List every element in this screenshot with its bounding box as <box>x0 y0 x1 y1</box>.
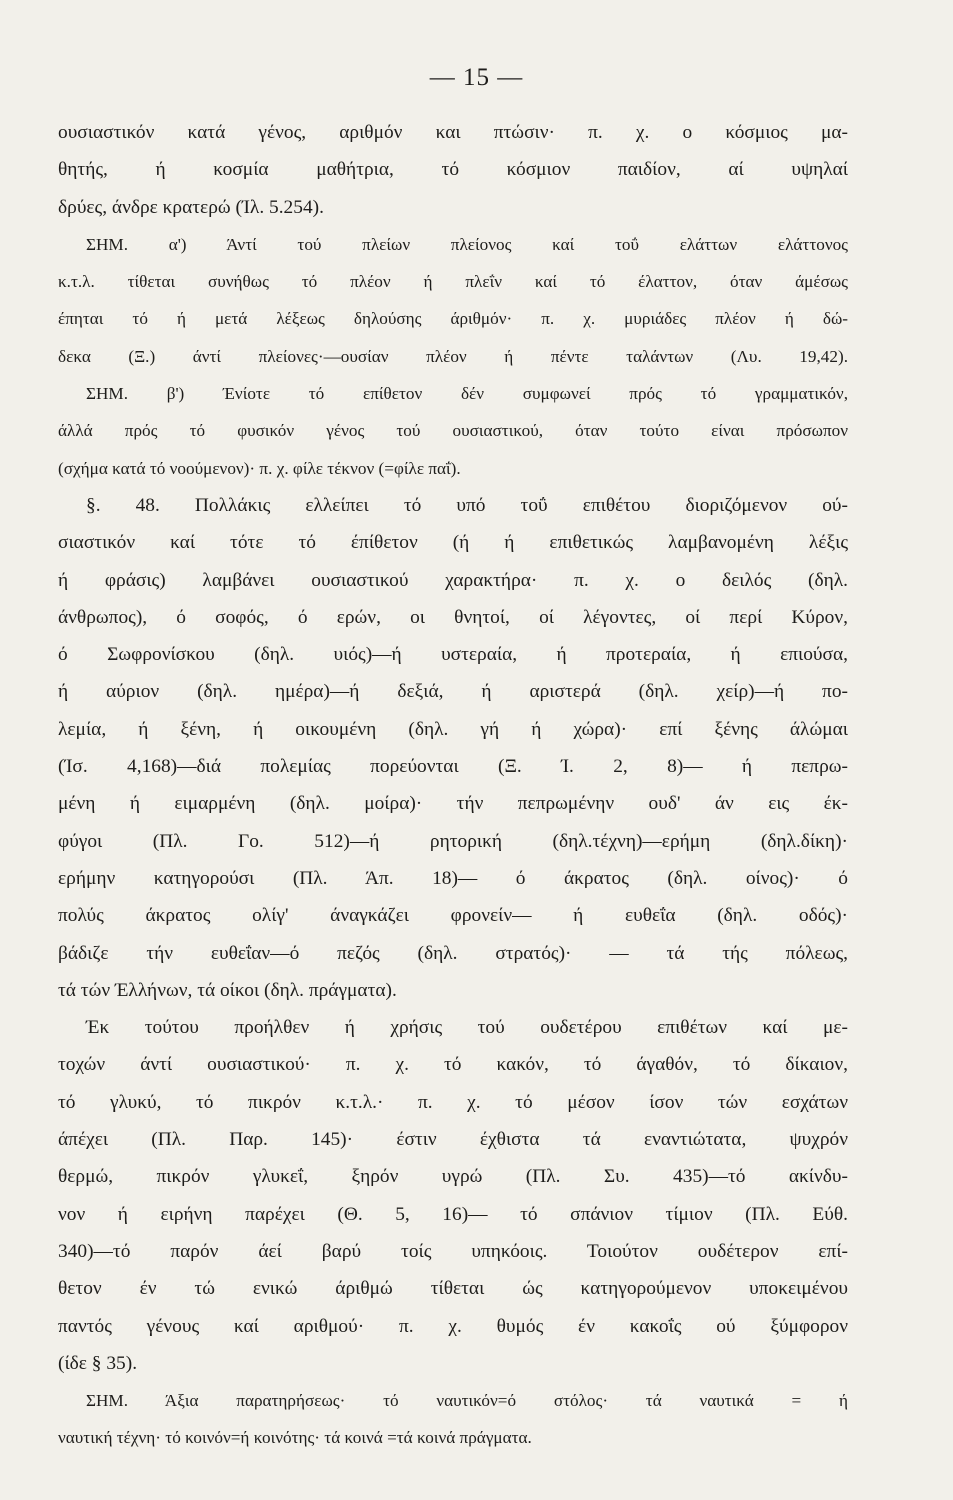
text-line: (ίδε § 35). <box>58 1352 138 1374</box>
text-line: άλλά πρός τό φυσικόν γένος τού ουσιαστικού, όταν τούτο είναι πρόσωπον <box>58 421 848 441</box>
text-line: ΣΗΜ. α') Άντί τού πλείων πλείονος καί τοΰ ελάττων ελάττονος <box>86 234 848 254</box>
text-line: δρύες, άνδρε κρατερώ (Ίλ. 5.254). <box>58 196 324 218</box>
page-number: — 15 — <box>429 64 524 91</box>
text-line: κ.τ.λ. τίθεται συνήθως τό πλέον ή πλεΐν καί τό έλαττον, όταν άμέσως <box>58 272 848 292</box>
text-line: ερήμην κατηγορούσι (Πλ. Άπ. 18)— ό άκρατος (δηλ. οίνος)· ό <box>58 867 848 889</box>
text-line: λεμία, ή ξένη, ή οικουμένη (δηλ. γή ή χώρα)· επί ξένης άλώμαι <box>58 718 848 740</box>
text-line: ή φράσις) λαμβάνει ουσιαστικού χαρακτήρα· π. χ. ο δειλός (δηλ. <box>58 569 848 591</box>
text-line: §. 48. Πολλάκις ελλείπει τό υπό τοΰ επιθέτου διοριζόμενον ού- <box>86 494 848 516</box>
text-line: παντός γένους καί αριθμού· π. χ. θυμός έν κακοΐς ού ξύμφορον <box>58 1315 848 1337</box>
text-line: μένη ή ειμαρμένη (δηλ. μοίρα)· τήν πεπρωμένην ουδ' άν εις έκ- <box>58 793 848 815</box>
text-line: τοχών άντί ουσιαστικού· π. χ. τό κακόν, τό άγαθόν, τό δίκαιον, <box>58 1054 848 1076</box>
text-line: δεκα (Ξ.) άντί πλείονες·—ουσίαν πλέον ή πέντε ταλάντων (Λυ. 19,42). <box>58 346 848 366</box>
text-line: ό Σωφρονίσκου (δηλ. υιός)—ή υστεραία, ή προτεραία, ή επιούσα, <box>58 644 848 666</box>
text-line: ΣΗΜ. Άξια παρατηρήσεως· τό ναυτικόν=ό στόλος· τά ναυτικά = ή <box>86 1391 848 1411</box>
text-line: θερμώ, πικρόν γλυκεΐ, ξηρόν υγρώ (Πλ. Συ. 435)—τό ακίνδυ- <box>58 1166 848 1188</box>
text-line: θητής, ή κοσμία μαθήτρια, τό κόσμιον παιδίον, αί υψηλαί <box>58 159 848 181</box>
text-line: νον ή ειρήνη παρέχει (Θ. 5, 16)— τό σπάνιον τίμιον (Πλ. Εύθ. <box>58 1203 848 1225</box>
text-line: ή αύριον (δηλ. ημέρα)—ή δεξιά, ή αριστερά (δηλ. χείρ)—ή πο- <box>58 681 848 703</box>
text-line: (σχήμα κατά τό νοούμενον)· π. χ. φίλε τέκνον (=φίλε παΐ). <box>58 458 461 478</box>
text-line: βάδιζε τήν ευθεΐαν—ό πεζός (δηλ. στρατός)· — τά τής πόλεως, <box>58 942 848 964</box>
text-line: Έκ τούτου προήλθεν ή χρήσις τού ουδετέρου επιθέτων καί με- <box>86 1017 848 1039</box>
text-line: πολύς άκρατος ολίγ' άναγκάζει φρονείν— ή ευθεΐα (δηλ. οδός)· <box>58 905 848 927</box>
text-line: (Ίσ. 4,168)—διά πολεμίας πορεύονται (Ξ. Ί. 2, 8)— ή πεπρω- <box>58 756 848 778</box>
text-line: ουσιαστικόν κατά γένος, αριθμόν και πτώσιν· π. χ. ο κόσμιος μα- <box>58 122 848 143</box>
text-line: θετον έν τώ ενικώ άριθμώ τίθεται ώς κατηγορούμενον υποκειμένου <box>58 1278 848 1300</box>
text-line: φύγοι (Πλ. Γο. 512)—ή ρητορική (δηλ.τέχνη)—ερήμη (δηλ.δίκη)· <box>58 830 848 852</box>
text-line: τά τών Έλλήνων, τά οίκοι (δηλ. πράγματα). <box>58 979 397 1001</box>
text-line: ΣΗΜ. β') Ένίοτε τό επίθετον δέν συμφωνεί πρός τό γραμματικόν, <box>86 384 848 404</box>
text-line: άπέχει (Πλ. Παρ. 145)· έστιν έχθιστα τά εναντιώτατα, ψυχρόν <box>58 1129 848 1151</box>
text-line: άνθρωπος), ό σοφός, ό ερών, οι θνητοί, οί λέγοντες, οί περί Κύρον, <box>58 606 848 628</box>
text-line: ναυτική τέχνη· τό κοινόν=ή κοινότης· τά κοινά =τά κοινά πράγματα. <box>58 1428 532 1448</box>
text-line: 340)—τό παρόν άεί βαρύ τοίς υπηκόοις. Τοιούτον ουδέτερον επί- <box>58 1240 848 1262</box>
body-text <box>58 114 848 1457</box>
text-line: τό γλυκύ, τό πικρόν κ.τ.λ.· π. χ. τό μέσον ίσον τών εσχάτων <box>58 1091 848 1113</box>
text-line: έπηται τό ή μετά λέξεως δηλούσης άριθμόν· π. χ. μυριάδες πλέον ή δώ- <box>58 309 848 329</box>
text-line: σιαστικόν καί τότε τό έπίθετον (ή ή επιθετικώς λαμβανομένη λέξις <box>58 532 848 554</box>
